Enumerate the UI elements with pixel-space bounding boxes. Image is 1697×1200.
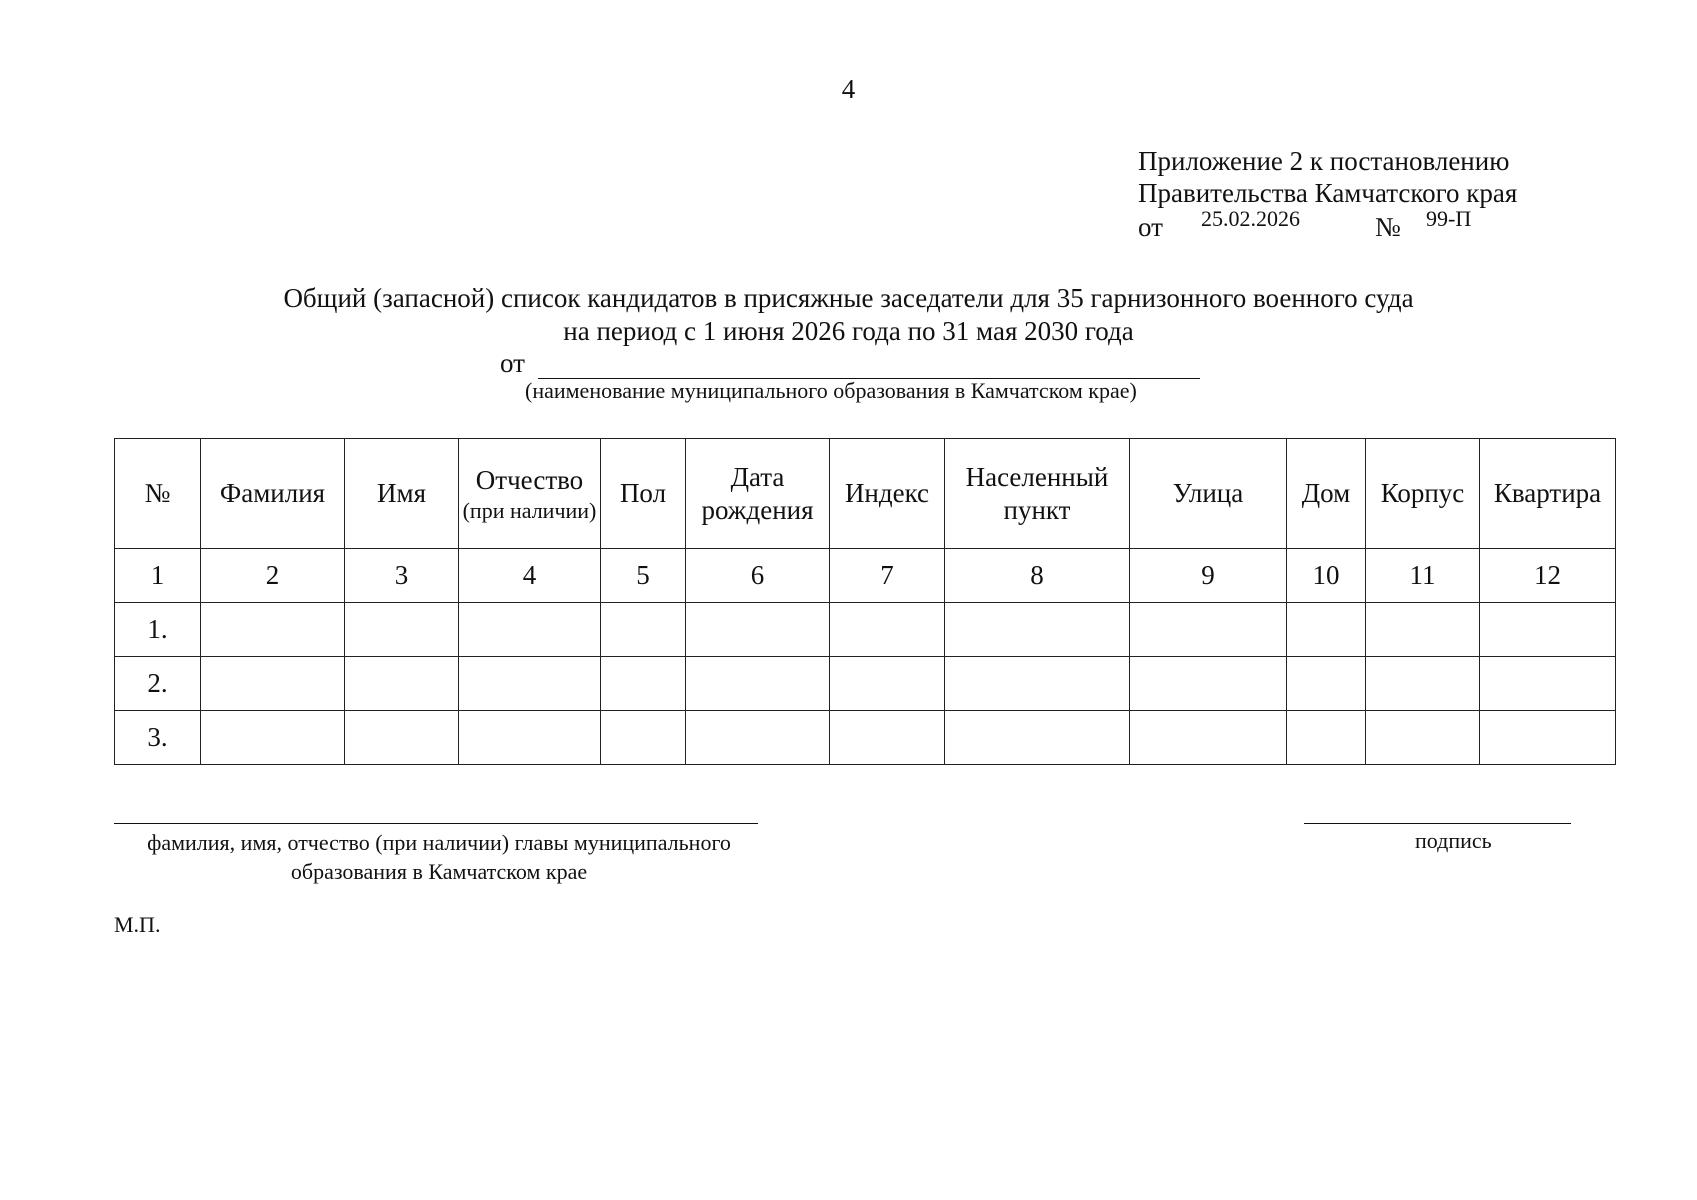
header-patronymic (459, 439, 601, 549)
empty-cell[interactable] (945, 657, 1130, 711)
header-name: Имя (345, 439, 459, 549)
header-locality: Населенный пункт (945, 439, 1130, 549)
empty-cell[interactable] (686, 603, 830, 657)
empty-cell[interactable] (601, 711, 686, 765)
column-number: 3 (345, 549, 459, 603)
appendix-header (1138, 145, 1658, 243)
signature-line (1304, 823, 1571, 824)
column-number: 2 (201, 549, 345, 603)
column-number: 11 (1366, 549, 1480, 603)
empty-cell[interactable] (1287, 711, 1366, 765)
appendix-number-label: № (1375, 212, 1401, 242)
empty-cell[interactable] (601, 657, 686, 711)
empty-cell[interactable] (945, 603, 1130, 657)
empty-cell[interactable] (686, 657, 830, 711)
empty-cell[interactable] (1287, 657, 1366, 711)
empty-cell[interactable] (1130, 657, 1287, 711)
column-number: 6 (686, 549, 830, 603)
header-patronymic-label: Отчество (475, 464, 584, 495)
header-no: № (115, 439, 201, 549)
column-number-row (115, 549, 1616, 603)
table-header-row (115, 439, 1616, 549)
from-label: от (500, 348, 525, 378)
header-sex: Пол (601, 439, 686, 549)
head-name-caption (114, 828, 764, 886)
candidates-table (114, 438, 1616, 765)
appendix-line-1: Приложение 2 к постановлению (1138, 146, 1510, 176)
signature-caption-text: подпись (1415, 828, 1492, 853)
header-birth-date: Дата рождения (686, 439, 830, 549)
empty-cell[interactable] (345, 711, 459, 765)
column-number: 10 (1287, 549, 1366, 603)
header-surname: Фамилия (201, 439, 345, 549)
empty-cell[interactable] (1480, 603, 1616, 657)
empty-cell[interactable] (1287, 603, 1366, 657)
header-apartment: Квартира (1480, 439, 1616, 549)
row-number: 1. (115, 603, 201, 657)
empty-cell[interactable] (1366, 657, 1480, 711)
municipality-hint: (наименование муниципального образования в Камчатском крае) (525, 378, 1137, 403)
appendix-number: 99-П (1426, 206, 1472, 231)
table-row (115, 657, 1616, 711)
column-number: 8 (945, 549, 1130, 603)
column-number: 7 (830, 549, 945, 603)
empty-cell[interactable] (201, 603, 345, 657)
stamp-placeholder: М.П. (114, 912, 161, 937)
appendix-from-label: от (1138, 212, 1163, 242)
column-number: 12 (1480, 549, 1616, 603)
document-title-line-2: на период с 1 июня 2026 года по 31 мая 2030 года (563, 316, 1134, 346)
head-name-caption-line-1: фамилия, имя, отчество (при наличии) главы муниципального (147, 830, 731, 855)
header-patronymic-note: (при наличии) (462, 497, 597, 523)
header-index: Индекс (830, 439, 945, 549)
empty-cell[interactable] (830, 711, 945, 765)
empty-cell[interactable] (345, 603, 459, 657)
document-title-line-1: Общий (запасной) список кандидатов в присяжные заседатели для 35 гарнизонного военного суда (283, 283, 1414, 313)
table-row (115, 711, 1616, 765)
empty-cell[interactable] (686, 711, 830, 765)
head-name-caption-line-2: образования в Камчатском крае (290, 859, 588, 884)
column-number: 9 (1130, 549, 1287, 603)
appendix-date-line (1138, 206, 1658, 243)
empty-cell[interactable] (459, 711, 601, 765)
appendix-date: 25.02.2026 (1201, 206, 1300, 231)
empty-cell[interactable] (201, 711, 345, 765)
row-number: 2. (115, 657, 201, 711)
row-number: 3. (115, 711, 201, 765)
page-number: 4 (841, 74, 856, 104)
header-street: Улица (1130, 439, 1287, 549)
empty-cell[interactable] (459, 603, 601, 657)
head-name-line (114, 823, 758, 824)
document-title (0, 282, 1697, 348)
column-number: 5 (601, 549, 686, 603)
header-house: Дом (1287, 439, 1366, 549)
empty-cell[interactable] (201, 657, 345, 711)
empty-cell[interactable] (945, 711, 1130, 765)
empty-cell[interactable] (1366, 711, 1480, 765)
empty-cell[interactable] (1130, 603, 1287, 657)
empty-cell[interactable] (1366, 603, 1480, 657)
column-number: 4 (459, 549, 601, 603)
empty-cell[interactable] (1130, 711, 1287, 765)
empty-cell[interactable] (1480, 657, 1616, 711)
table-row (115, 603, 1616, 657)
empty-cell[interactable] (345, 657, 459, 711)
column-number: 1 (115, 549, 201, 603)
empty-cell[interactable] (459, 657, 601, 711)
empty-cell[interactable] (830, 657, 945, 711)
appendix-line-2: Правительства Камчатского края (1138, 178, 1518, 208)
empty-cell[interactable] (1480, 711, 1616, 765)
empty-cell[interactable] (830, 603, 945, 657)
empty-cell[interactable] (601, 603, 686, 657)
header-building: Корпус (1366, 439, 1480, 549)
